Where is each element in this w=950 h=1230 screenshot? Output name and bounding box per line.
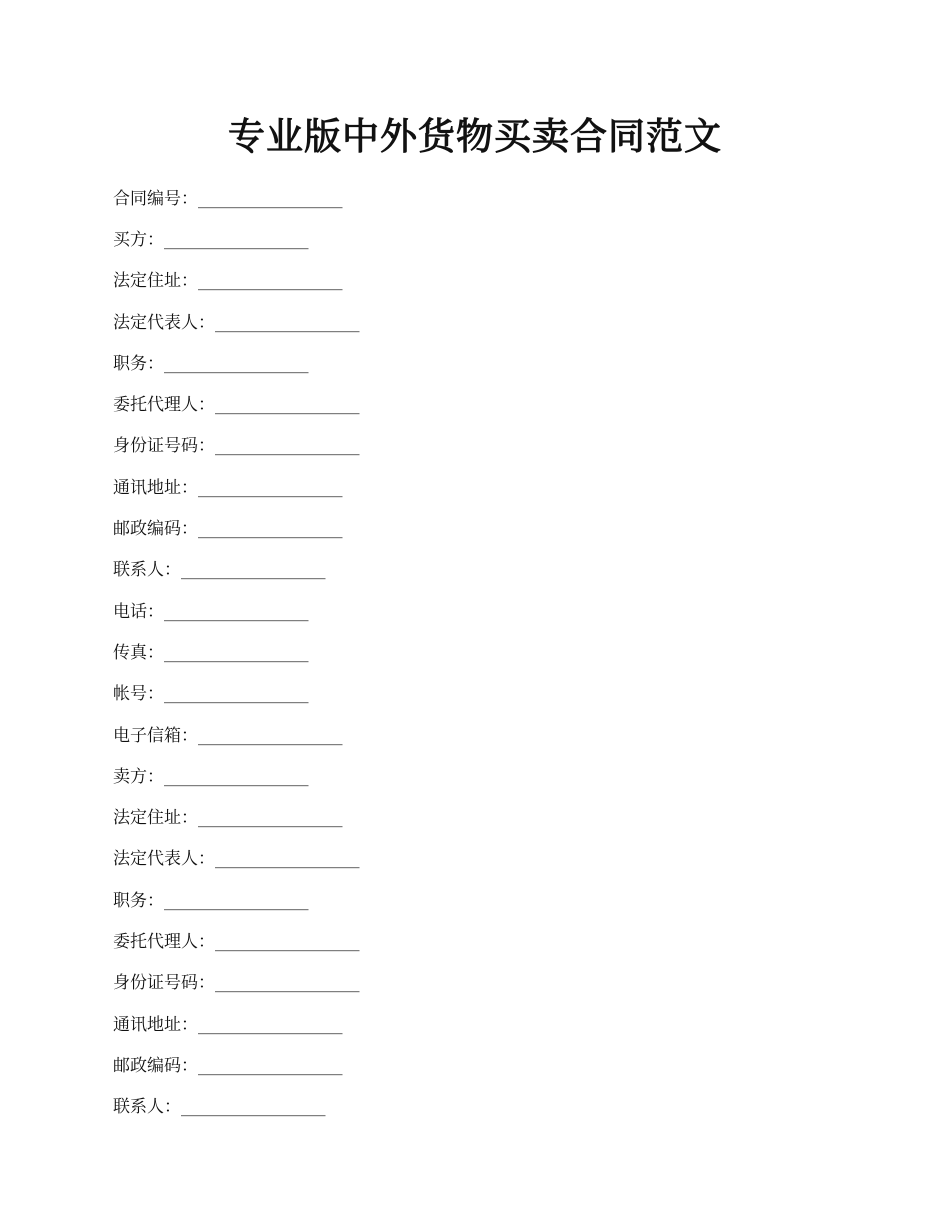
field-blank: _________________ <box>198 1055 343 1076</box>
field-blank: _________________ <box>198 808 343 829</box>
field-blank: _________________ <box>198 477 343 498</box>
field-blank: _________________ <box>198 271 343 292</box>
field-blank: _________________ <box>198 519 343 540</box>
party-info-fields <box>113 178 833 1128</box>
field-buyer-mailing-address <box>113 467 833 508</box>
field-buyer-fax <box>113 632 833 673</box>
field-blank: _________________ <box>164 229 309 250</box>
field-buyer-position <box>113 343 833 384</box>
field-buyer <box>113 219 833 260</box>
document-title: 专业版中外货物买卖合同范文 <box>228 114 722 158</box>
field-contract-number <box>113 178 833 219</box>
field-seller-contact-person <box>113 1087 833 1128</box>
field-blank: _________________ <box>215 436 360 457</box>
field-blank: _________________ <box>215 312 360 333</box>
field-buyer-contact-person <box>113 550 833 591</box>
field-blank: _________________ <box>164 353 309 374</box>
field-buyer-id-number <box>113 426 833 467</box>
field-blank: _________________ <box>215 395 360 416</box>
field-label: 帐号： <box>113 684 164 705</box>
field-label: 卖方： <box>113 766 164 787</box>
field-label: 电话： <box>113 601 164 622</box>
field-seller-mailing-address <box>113 1004 833 1045</box>
field-label: 法定住址： <box>113 271 198 292</box>
field-seller-postal-code <box>113 1045 833 1086</box>
field-label: 职务： <box>113 890 164 911</box>
field-buyer-legal-representative <box>113 302 833 343</box>
field-label: 职务： <box>113 353 164 374</box>
field-label: 买方： <box>113 229 164 250</box>
field-seller-agent <box>113 921 833 962</box>
field-blank: _________________ <box>164 684 309 705</box>
field-label: 联系人： <box>113 560 181 581</box>
field-buyer-phone <box>113 591 833 632</box>
field-label: 传真： <box>113 642 164 663</box>
field-buyer-email <box>113 715 833 756</box>
field-label: 联系人： <box>113 1097 181 1118</box>
field-label: 通讯地址： <box>113 477 198 498</box>
field-seller-legal-representative <box>113 839 833 880</box>
field-blank: _________________ <box>215 931 360 952</box>
field-buyer-account <box>113 674 833 715</box>
field-label: 身份证号码： <box>113 436 215 457</box>
field-label: 法定代表人： <box>113 849 215 870</box>
field-seller-address <box>113 797 833 838</box>
field-blank: _________________ <box>198 1014 343 1035</box>
field-seller-id-number <box>113 963 833 1004</box>
field-blank: _________________ <box>198 725 343 746</box>
field-blank: _________________ <box>198 188 343 209</box>
field-blank: _________________ <box>181 1097 326 1118</box>
field-blank: _________________ <box>181 560 326 581</box>
field-label: 身份证号码： <box>113 973 215 994</box>
field-label: 法定住址： <box>113 808 198 829</box>
field-blank: _________________ <box>164 642 309 663</box>
field-buyer-address <box>113 261 833 302</box>
field-blank: _________________ <box>164 601 309 622</box>
field-label: 电子信箱： <box>113 725 198 746</box>
field-label: 委托代理人： <box>113 395 215 416</box>
field-label: 邮政编码： <box>113 1055 198 1076</box>
field-label: 邮政编码： <box>113 519 198 540</box>
field-blank: _________________ <box>164 766 309 787</box>
field-label: 通讯地址： <box>113 1014 198 1035</box>
field-label: 合同编号： <box>113 188 198 209</box>
field-label: 法定代表人： <box>113 312 215 333</box>
field-buyer-postal-code <box>113 508 833 549</box>
field-seller-position <box>113 880 833 921</box>
field-seller <box>113 756 833 797</box>
field-blank: _________________ <box>164 890 309 911</box>
field-blank: _________________ <box>215 849 360 870</box>
field-label: 委托代理人： <box>113 931 215 952</box>
field-blank: _________________ <box>215 973 360 994</box>
field-buyer-agent <box>113 384 833 425</box>
